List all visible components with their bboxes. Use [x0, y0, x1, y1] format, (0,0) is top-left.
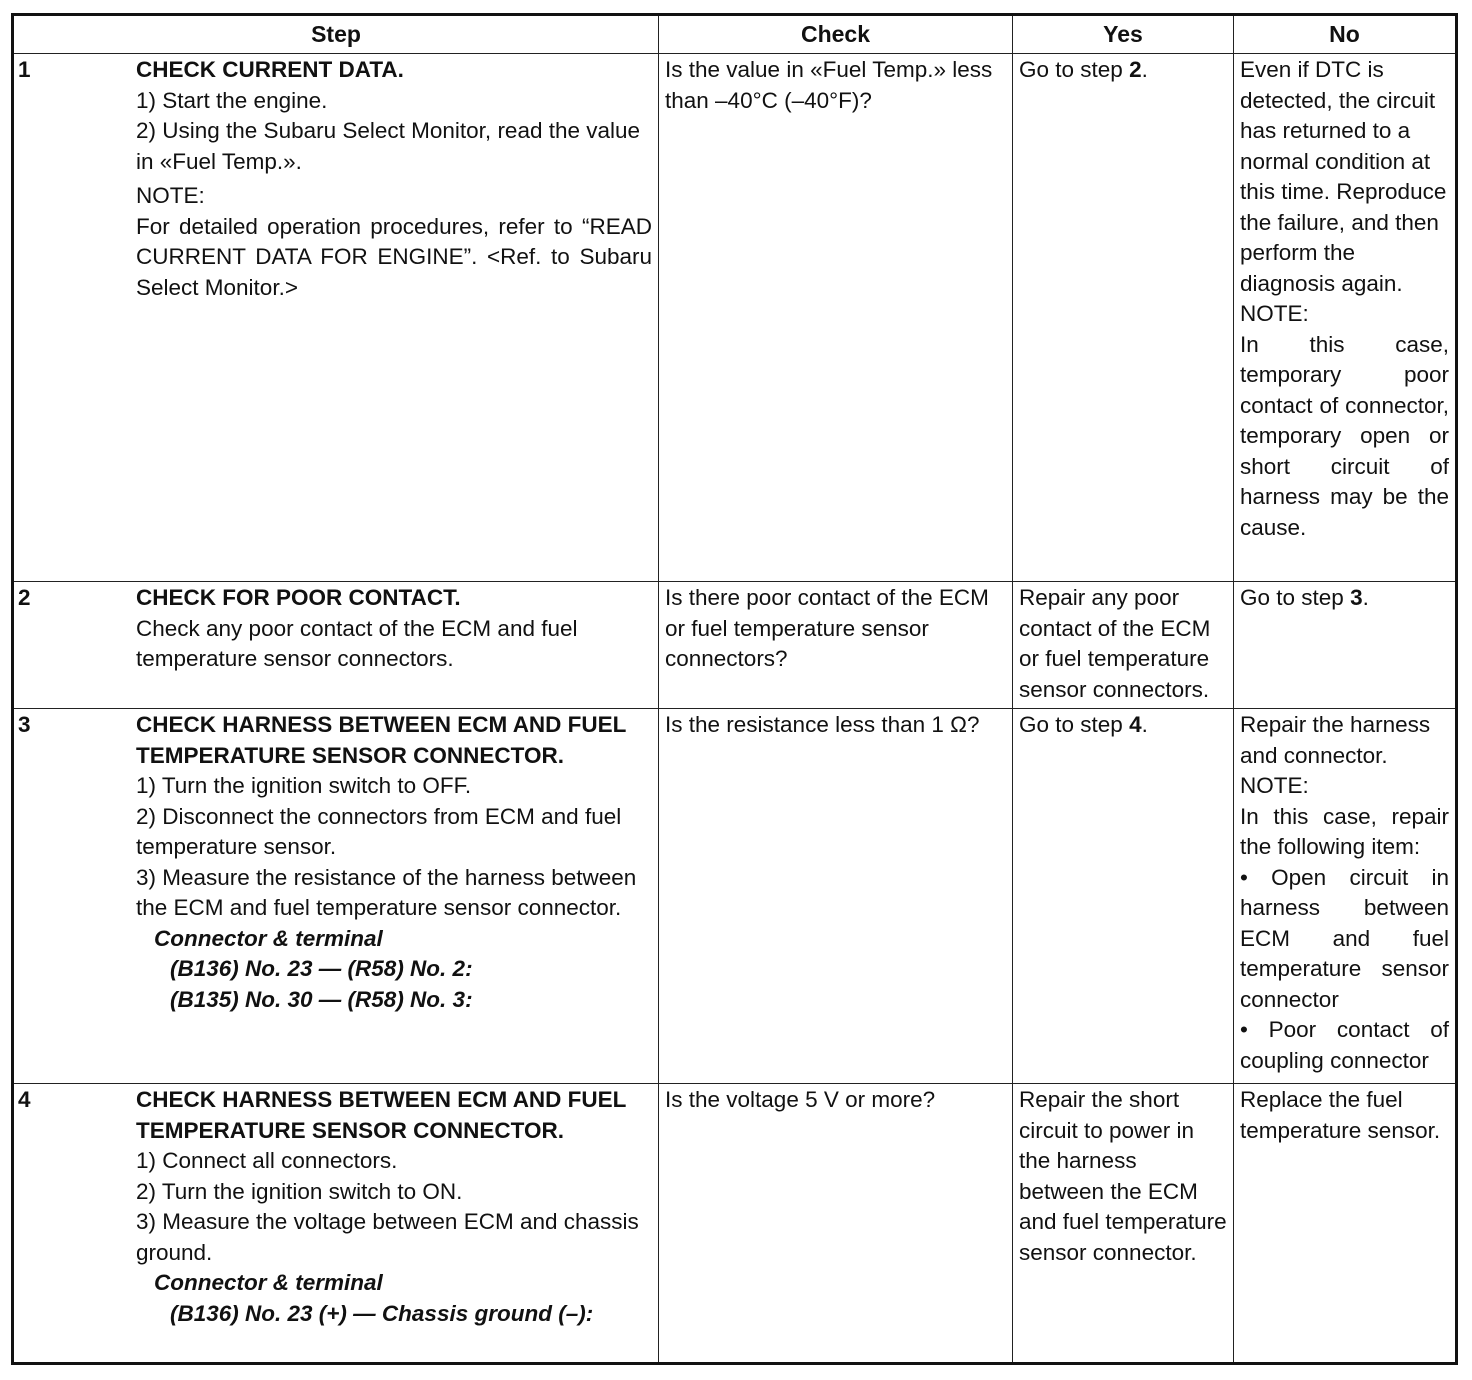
step-title: CHECK FOR POOR CONTACT.: [136, 585, 461, 610]
step-item: 3) Measure the resistance of the harness between the ECM and fuel temperature sensor connector.: [136, 864, 637, 920]
step-body: Check any poor contact of the ECM and fuel temperature sensor connectors.: [136, 615, 578, 671]
check-cell: Is there poor contact of the ECM or fuel temperature sensor connectors?: [659, 582, 1013, 709]
no-note-text: In this case, repair the following item:: [1240, 803, 1449, 859]
no-note-label: NOTE:: [1240, 301, 1309, 326]
connector-terminal-heading: Connector & terminal: [154, 925, 383, 951]
no-prefix: Go to step: [1240, 585, 1351, 610]
no-cell: Replace the fuel temperature sensor.: [1234, 1084, 1457, 1364]
step-cell: [13, 1084, 659, 1364]
no-cell: [1234, 582, 1457, 709]
no-text: Even if DTC is detected, the circuit has returned to a normal condition at this time. Reproduce the failure, and then perform the diagnosis again.: [1240, 57, 1447, 296]
header-row: [13, 15, 1457, 54]
header-step: Step: [13, 15, 659, 54]
yes-suffix: .: [1141, 712, 1148, 737]
table-row: [13, 582, 1457, 709]
diagnostic-table: [11, 13, 1458, 1365]
yes-cell: [1013, 54, 1234, 582]
table-row: [13, 709, 1457, 1084]
no-cell: [1234, 54, 1457, 582]
no-suffix: .: [1362, 585, 1369, 610]
header-check: Check: [659, 15, 1013, 54]
step-number: 1: [18, 57, 31, 82]
check-cell: Is the voltage 5 V or more?: [659, 1084, 1013, 1364]
step-title: CHECK HARNESS BETWEEN ECM AND FUEL TEMPERATURE SENSOR CONNECTOR.: [136, 1087, 627, 1143]
header-yes: Yes: [1013, 15, 1234, 54]
connector-terminal-line: (B136) No. 23 — (R58) No. 2:: [170, 956, 473, 981]
step-item: 3) Measure the voltage between ECM and chassis ground.: [136, 1209, 639, 1265]
yes-step-ref: 4: [1129, 712, 1142, 737]
no-note-text: In this case, temporary poor contact of connector, temporary open or short circuit of harness may be the cause.: [1240, 331, 1449, 540]
no-cell: [1234, 709, 1457, 1084]
step-title: CHECK HARNESS BETWEEN ECM AND FUEL TEMPERATURE SENSOR CONNECTOR.: [136, 712, 627, 768]
step-number: 4: [18, 1087, 31, 1112]
no-step-ref: 3: [1350, 585, 1363, 610]
connector-terminal-heading: Connector & terminal: [154, 1270, 383, 1295]
header-no: No: [1234, 15, 1457, 54]
step-item: 2) Using the Subaru Select Monitor, read the value in «Fuel Temp.».: [136, 118, 641, 174]
connector-terminal-line: (B136) No. 23 (+) — Chassis ground (–):: [170, 1300, 594, 1326]
step-item: 1) Turn the ignition switch to OFF.: [136, 773, 472, 798]
yes-step-ref: 2: [1129, 57, 1142, 82]
step-item: 2) Turn the ignition switch to ON.: [136, 1178, 463, 1204]
step-item: 2) Disconnect the connectors from ECM and fuel temperature sensor.: [136, 803, 622, 859]
step-cell: [13, 582, 659, 709]
yes-prefix: Go to step: [1019, 712, 1130, 737]
step-item: 1) Start the engine.: [136, 87, 328, 113]
step-item: 1) Connect all connectors.: [136, 1148, 398, 1173]
no-bullet: • Open circuit in harness between ECM and fuel temperature sensor connector: [1240, 864, 1449, 1012]
table-row: [13, 54, 1457, 582]
check-cell: Is the value in «Fuel Temp.» less than –40°C (–40°F)?: [659, 54, 1013, 582]
step-cell: [13, 54, 659, 582]
step-cell: [13, 709, 659, 1084]
step-number: 3: [18, 712, 31, 737]
no-note-label: NOTE:: [1240, 773, 1309, 798]
note-text: For detailed operation procedures, refer to “READ CURRENT DATA FOR ENGINE”. <Ref. to Subaru Select Monitor.>: [136, 213, 652, 300]
yes-cell: [1013, 709, 1234, 1084]
no-bullet: • Poor contact of coupling connector: [1240, 1017, 1449, 1073]
yes-prefix: Go to step: [1019, 57, 1130, 82]
yes-cell: Repair any poor contact of the ECM or fuel temperature sensor connectors.: [1013, 582, 1234, 709]
step-title: CHECK CURRENT DATA.: [136, 57, 404, 82]
note-label: NOTE:: [136, 183, 205, 208]
yes-cell: Repair the short circuit to power in the harness between the ECM and fuel temperature sensor connector.: [1013, 1084, 1234, 1364]
no-text: Repair the harness and connector.: [1240, 712, 1431, 768]
table-row: [13, 1084, 1457, 1364]
step-number: 2: [18, 585, 31, 610]
check-cell: Is the resistance less than 1 Ω?: [659, 709, 1013, 1084]
connector-terminal-line: (B135) No. 30 — (R58) No. 3:: [170, 986, 473, 1012]
yes-suffix: .: [1141, 57, 1148, 82]
